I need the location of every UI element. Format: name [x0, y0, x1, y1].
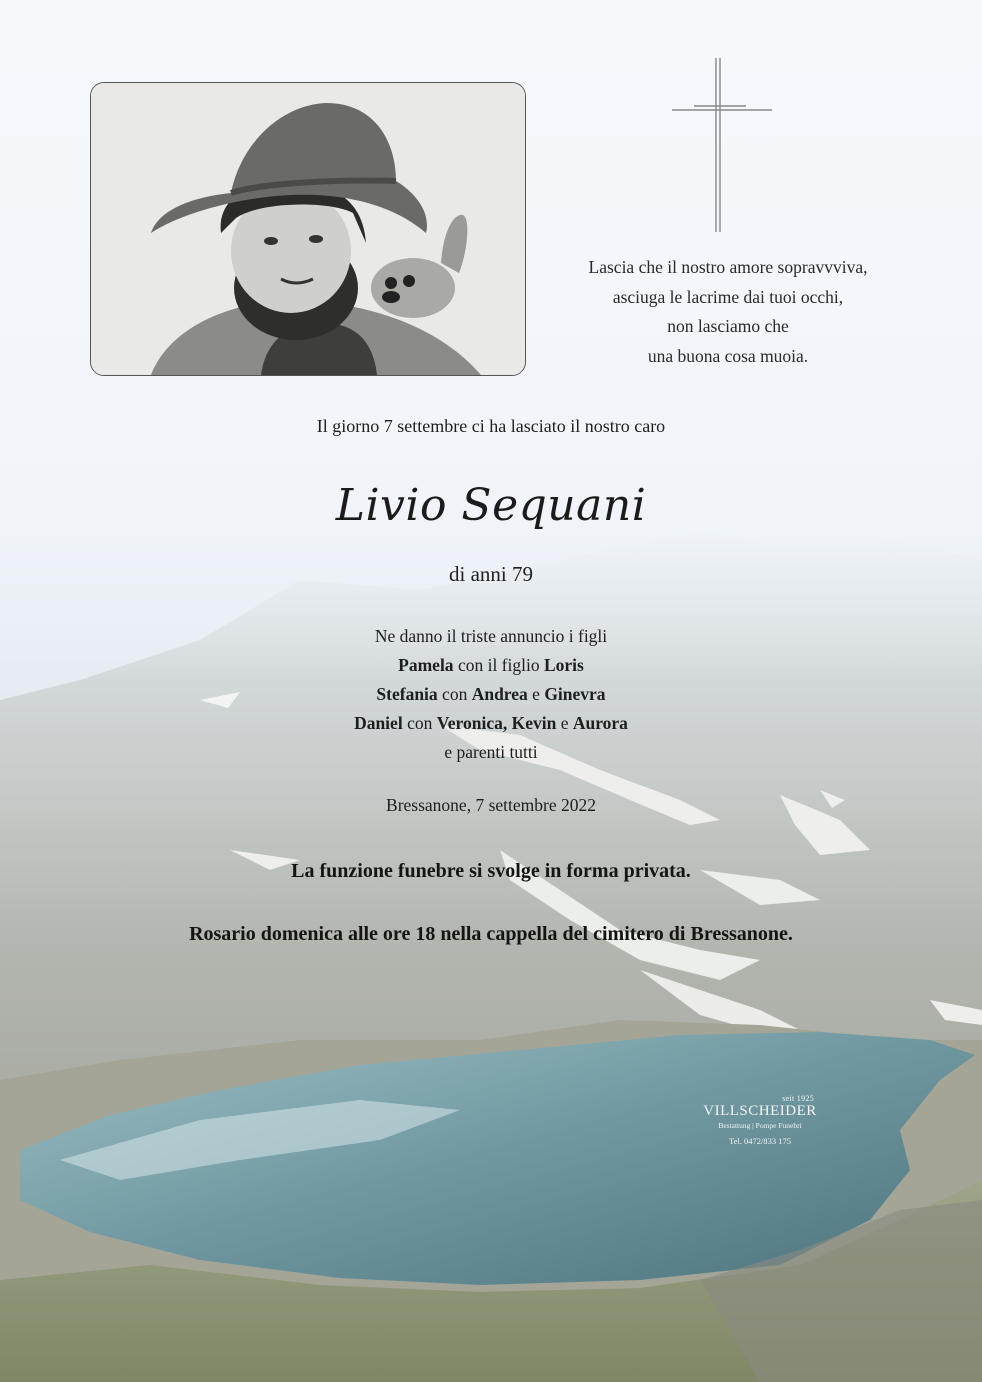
connector: con [442, 684, 468, 704]
brand-subtitle: Bestattung | Pompe Funebri [718, 1121, 802, 1130]
deceased-name: Livio Sequani [335, 480, 647, 531]
family-line-stefania [0, 680, 982, 709]
family-announcement [0, 622, 982, 767]
family-line-pamela [0, 651, 982, 680]
poem-line: asciuga le lacrime dai tuoi occhi, [612, 286, 844, 307]
family-line-daniel [0, 709, 982, 738]
poem-line: Lascia che il nostro amore sopravvviva, [588, 257, 868, 277]
cross-icon [672, 56, 772, 236]
poem-line: una buona cosa muoia. [647, 345, 809, 366]
family-member: Stefania [376, 684, 438, 704]
age-text: di anni 79 [449, 562, 533, 586]
family-member: Daniel [354, 713, 403, 733]
family-member: Andrea [471, 684, 528, 704]
funeral-home-logo [690, 1094, 830, 1146]
brand-since: seit 1925 [782, 1094, 814, 1103]
deceased-name-wrap [0, 480, 982, 531]
connector: e [560, 713, 569, 733]
relatives-line: e parenti tutti [444, 742, 538, 762]
family-member: Ginevra [544, 684, 606, 704]
family-member: Aurora [572, 713, 628, 733]
announcement-line: Ne danno il triste annuncio i figli [374, 626, 608, 646]
rosary-notice: Rosario domenica alle ore 18 nella cappella del cimitero di Bressanone. [189, 923, 793, 945]
poem-line: non lasciamo che [667, 316, 789, 336]
portrait-photo [90, 82, 526, 376]
funeral-notice: La funzione funebre si svolge in forma privata. [291, 860, 691, 882]
connector: con [407, 713, 433, 733]
brand-phone: Tel. 0472/833 175 [729, 1136, 791, 1146]
place-date: Bressanone, 7 settembre 2022 [386, 795, 596, 815]
family-member: Loris [543, 655, 584, 675]
poem [548, 253, 908, 371]
intro-text: Il giorno 7 settembre ci ha lasciato il nostro caro [316, 416, 666, 436]
connector: con il figlio [457, 655, 540, 675]
connector: e [532, 684, 540, 704]
family-member: Pamela [398, 655, 454, 675]
family-member: Veronica, Kevin [436, 713, 557, 733]
brand-name: VILLSCHEIDER [703, 1103, 817, 1119]
